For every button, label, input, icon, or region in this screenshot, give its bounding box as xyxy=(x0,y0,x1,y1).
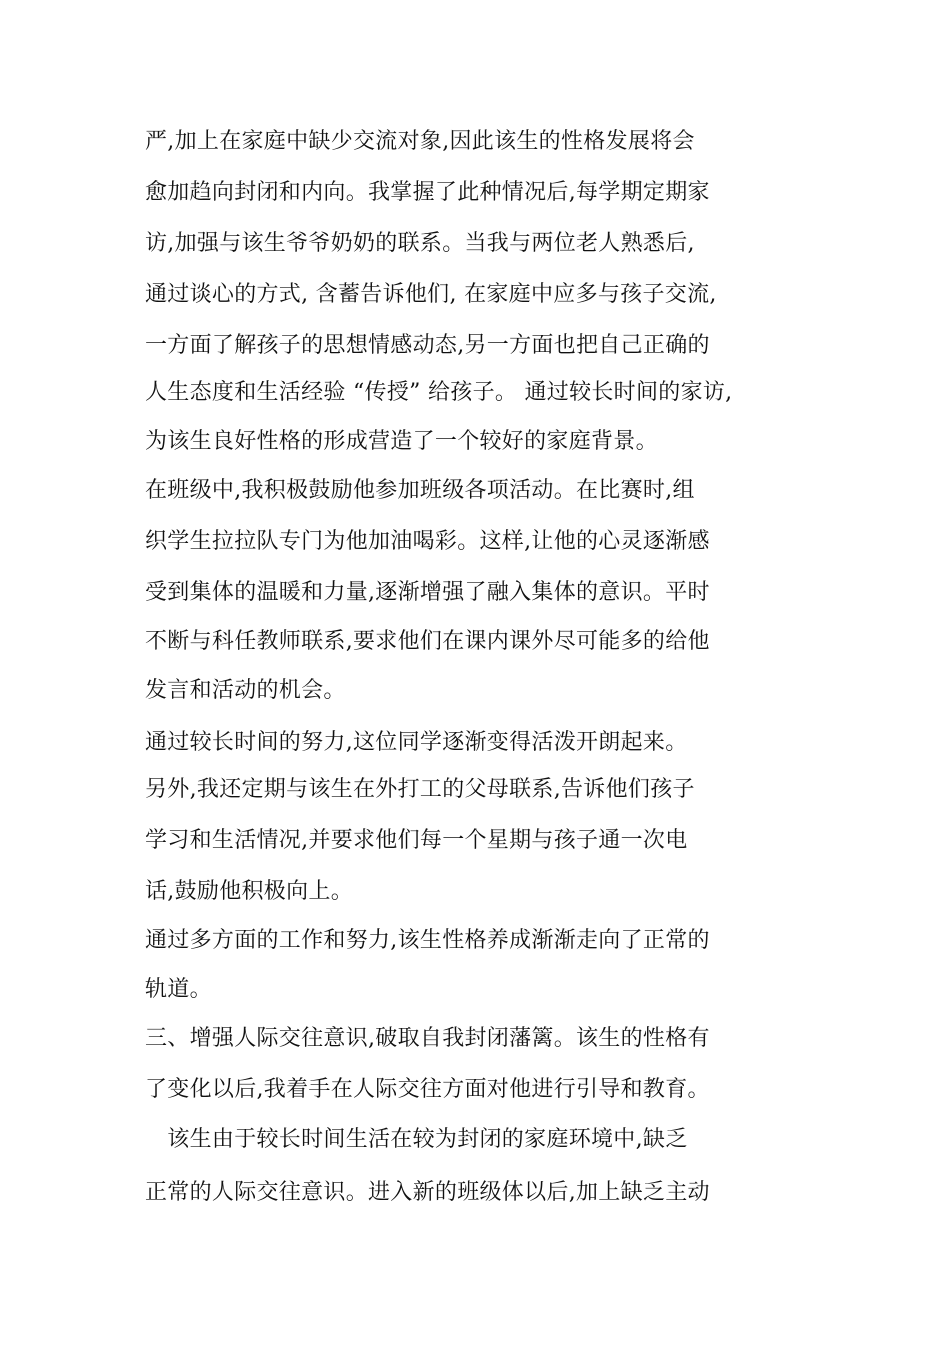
text-line: 话,鼓励他积极向上。 xyxy=(145,879,353,904)
text-line: 人生态度和生活经验 “传授” 给孩子。 通过较长时间的家访, xyxy=(145,380,733,405)
text-line: 通过较长时间的努力,这位同学逐渐变得活泼开朗起来。 xyxy=(145,730,688,755)
text-line: 学习和生活情况,并要求他们每一个星期与孩子通一次电 xyxy=(145,828,688,853)
text-line: 该生由于较长时间生活在较为封闭的家庭环境中,缺乏 xyxy=(145,1127,688,1152)
text-line: 轨道。 xyxy=(145,977,212,1002)
text-line: 不断与科任教师联系,要求他们在课内课外尽可能多的给他 xyxy=(145,629,710,654)
text-line: 正常的人际交往意识。进入新的班级体以后,加上缺乏主动 xyxy=(145,1180,710,1205)
text-line: 通过谈心的方式, 含蓄告诉他们, 在家庭中应多与孩子交流, xyxy=(145,282,717,307)
text-line: 愈加趋向封闭和内向。我掌握了此种情况后,每学期定期家 xyxy=(145,180,710,205)
text-line: 另外,我还定期与该生在外打工的父母联系,告诉他们孩子 xyxy=(145,777,695,802)
text-line: 一方面了解孩子的思想情感动态,另一方面也把自己正确的 xyxy=(145,333,710,358)
text-line: 发言和活动的机会。 xyxy=(145,678,346,703)
text-line: 为该生良好性格的形成营造了一个较好的家庭背景。 xyxy=(145,429,658,454)
text-line: 严,加上在家庭中缺少交流对象,因此该生的性格发展将会 xyxy=(145,129,695,154)
text-line: 织学生拉拉队专门为他加油喝彩。这样,让他的心灵逐渐感 xyxy=(145,529,710,554)
text-line: 受到集体的温暖和力量,逐渐增强了融入集体的意识。平时 xyxy=(145,580,710,605)
text-line: 在班级中,我积极鼓励他参加班级各项活动。在比赛时,组 xyxy=(145,478,695,503)
text-line: 访,加强与该生爷爷奶奶的联系。当我与两位老人熟悉后, xyxy=(145,231,695,256)
text-line: 通过多方面的工作和努力,该生性格养成渐渐走向了正常的 xyxy=(145,928,710,953)
text-line: 了变化以后,我着手在人际交往方面对他进行引导和教育。 xyxy=(145,1077,710,1102)
text-line: 三、增强人际交往意识,破取自我封闭藩篱。该生的性格有 xyxy=(145,1026,710,1051)
